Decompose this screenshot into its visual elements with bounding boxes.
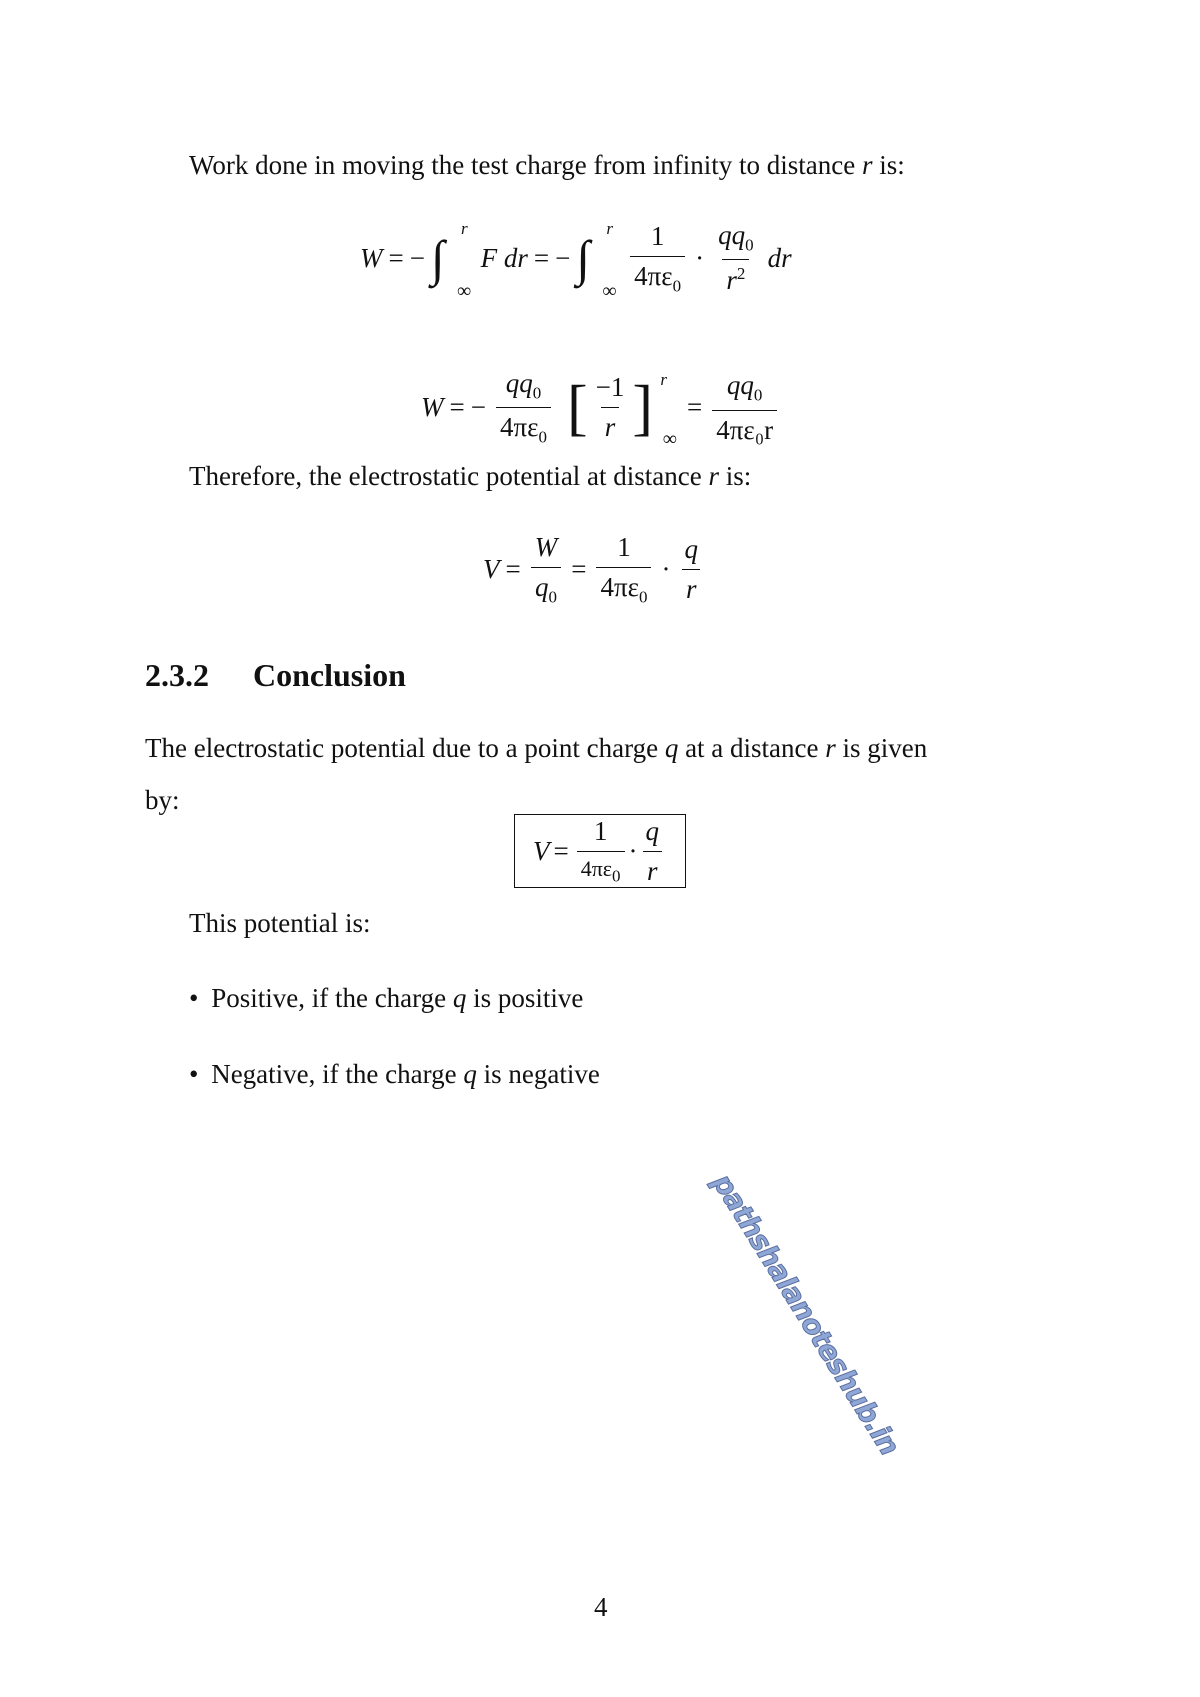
eq-symbol	[630, 256, 685, 296]
eq-symbol: W	[534, 532, 558, 562]
equation-work-result	[421, 368, 781, 451]
conclusion-line2: by:	[145, 785, 180, 815]
bullet-icon: •	[189, 1059, 199, 1089]
eq-symbol: ∞	[602, 280, 617, 303]
eq-symbol	[714, 220, 758, 259]
therefore-text	[189, 463, 751, 490]
page-number: 4	[594, 1592, 608, 1622]
eq-symbol	[722, 259, 749, 296]
eq-symbol: 0	[672, 275, 682, 295]
eq-symbol: 0	[753, 385, 763, 405]
text: Negative, if the charge	[211, 1059, 457, 1089]
section-number: 2.3.2	[145, 657, 209, 693]
eq-symbol: ∞	[662, 428, 677, 451]
eq-symbol: 1	[650, 220, 665, 251]
eq-symbol: q	[534, 572, 549, 602]
eq-symbol: =	[449, 392, 465, 423]
eq-symbol: qq	[505, 368, 533, 398]
therefore-var: r	[708, 461, 720, 491]
therefore-end: is:	[725, 461, 752, 491]
eq-symbol: =	[553, 835, 569, 866]
eq-symbol: 0	[532, 383, 542, 403]
eq-symbol: −	[470, 392, 486, 423]
eq-symbol: V	[532, 835, 550, 866]
intro-var: r	[861, 150, 873, 180]
text: q	[463, 1059, 477, 1089]
text: Positive, if the charge	[211, 983, 447, 1013]
eq-symbol: 0	[538, 427, 547, 447]
eq-symbol: =	[687, 392, 703, 423]
therefore-main: Therefore, the electrostatic potential at distance	[189, 461, 702, 491]
fraction	[496, 368, 551, 448]
eq-symbol: r	[460, 219, 468, 239]
eq-symbol: r	[643, 851, 662, 887]
eq-symbol	[577, 851, 625, 886]
eq-symbol: dr	[767, 242, 792, 273]
eq-symbol: r	[660, 370, 667, 390]
eq-symbol: =	[505, 554, 521, 585]
fraction	[680, 534, 702, 605]
eq-symbol: r	[606, 219, 614, 239]
fraction	[531, 532, 562, 607]
text: q	[664, 733, 679, 763]
text: at a distance	[685, 733, 819, 763]
text: is negative	[483, 1059, 600, 1089]
intro-end: is:	[879, 150, 905, 180]
eq-symbol: q	[645, 815, 660, 846]
section-title: Conclusion	[253, 657, 406, 693]
conclusion-line1	[145, 735, 927, 762]
eq-symbol: 0	[745, 235, 754, 255]
eq-symbol: 4πε	[634, 260, 673, 291]
eq-symbol: r	[726, 265, 737, 296]
eq-symbol: q	[684, 534, 698, 565]
eq-symbol	[723, 370, 767, 409]
intro-text	[189, 152, 905, 179]
eq-symbol: =	[388, 242, 404, 273]
text: The electrostatic potential due to a point charge	[145, 733, 659, 763]
eq-symbol: W	[421, 392, 444, 423]
bullet-icon: •	[189, 983, 199, 1013]
integral-sign: ∫ r ∞	[576, 219, 617, 303]
eq-symbol: 0	[638, 587, 648, 607]
eq-symbol: 4πε	[499, 412, 539, 443]
bullet-item	[189, 985, 583, 1012]
intro-text-main: Work done in moving the test charge from infinity to distance	[189, 150, 856, 180]
section-heading	[145, 657, 406, 694]
fraction	[577, 816, 625, 886]
eq-symbol: r	[601, 407, 620, 443]
eq-symbol: V	[483, 554, 500, 585]
eq-symbol: 4πε	[600, 572, 639, 602]
eq-symbol: ∞	[456, 280, 472, 303]
boxed-potential-formula	[514, 814, 686, 888]
text: is given	[842, 733, 928, 763]
fraction	[714, 220, 758, 296]
bullet-item	[189, 1061, 600, 1088]
eq-symbol: W	[360, 242, 383, 273]
integral-sign: ∫ r ∞	[430, 219, 472, 303]
eq-symbol: 0	[548, 587, 557, 607]
eq-symbol	[531, 567, 561, 607]
eq-symbol: ·	[661, 554, 671, 585]
eq-symbol: −1	[595, 372, 625, 403]
eq-symbol: =	[533, 242, 550, 273]
eq-symbol: −	[555, 242, 571, 273]
fraction	[630, 221, 685, 296]
text: r	[825, 733, 836, 763]
eq-symbol: =	[571, 554, 587, 585]
eq-symbol	[596, 567, 651, 607]
eq-symbol: ·	[628, 835, 638, 866]
equation-potential	[483, 532, 706, 607]
equation-work-integral	[360, 219, 792, 303]
text: is positive	[473, 983, 584, 1013]
fraction	[642, 816, 664, 887]
eq-symbol: 0	[612, 866, 621, 886]
eq-symbol: 1	[617, 532, 631, 562]
eq-symbol	[502, 368, 546, 407]
eq-symbol: 1	[593, 815, 608, 846]
text: q	[452, 983, 467, 1013]
fraction	[712, 370, 777, 445]
eq-symbol	[496, 407, 551, 447]
bracket-evaluation: [ $\frac{-1}{r}$ ] r ∞	[566, 370, 677, 451]
fraction	[596, 532, 651, 607]
eq-symbol: 2	[736, 264, 746, 284]
eq-symbol: ·	[695, 242, 705, 273]
eq-symbol: r	[682, 569, 701, 605]
potential-intro: This potential is:	[189, 908, 371, 938]
eq-symbol: qq	[726, 370, 754, 401]
eq-symbol: qq	[718, 220, 746, 250]
eq-symbol: 4πε	[580, 855, 613, 881]
watermark: pathshalanoteshub.in	[706, 1167, 906, 1461]
eq-symbol: F dr	[480, 242, 528, 273]
eq-symbol: −	[409, 242, 425, 273]
fraction	[592, 372, 629, 443]
eq-symbol: 4πε₀r	[712, 410, 777, 446]
